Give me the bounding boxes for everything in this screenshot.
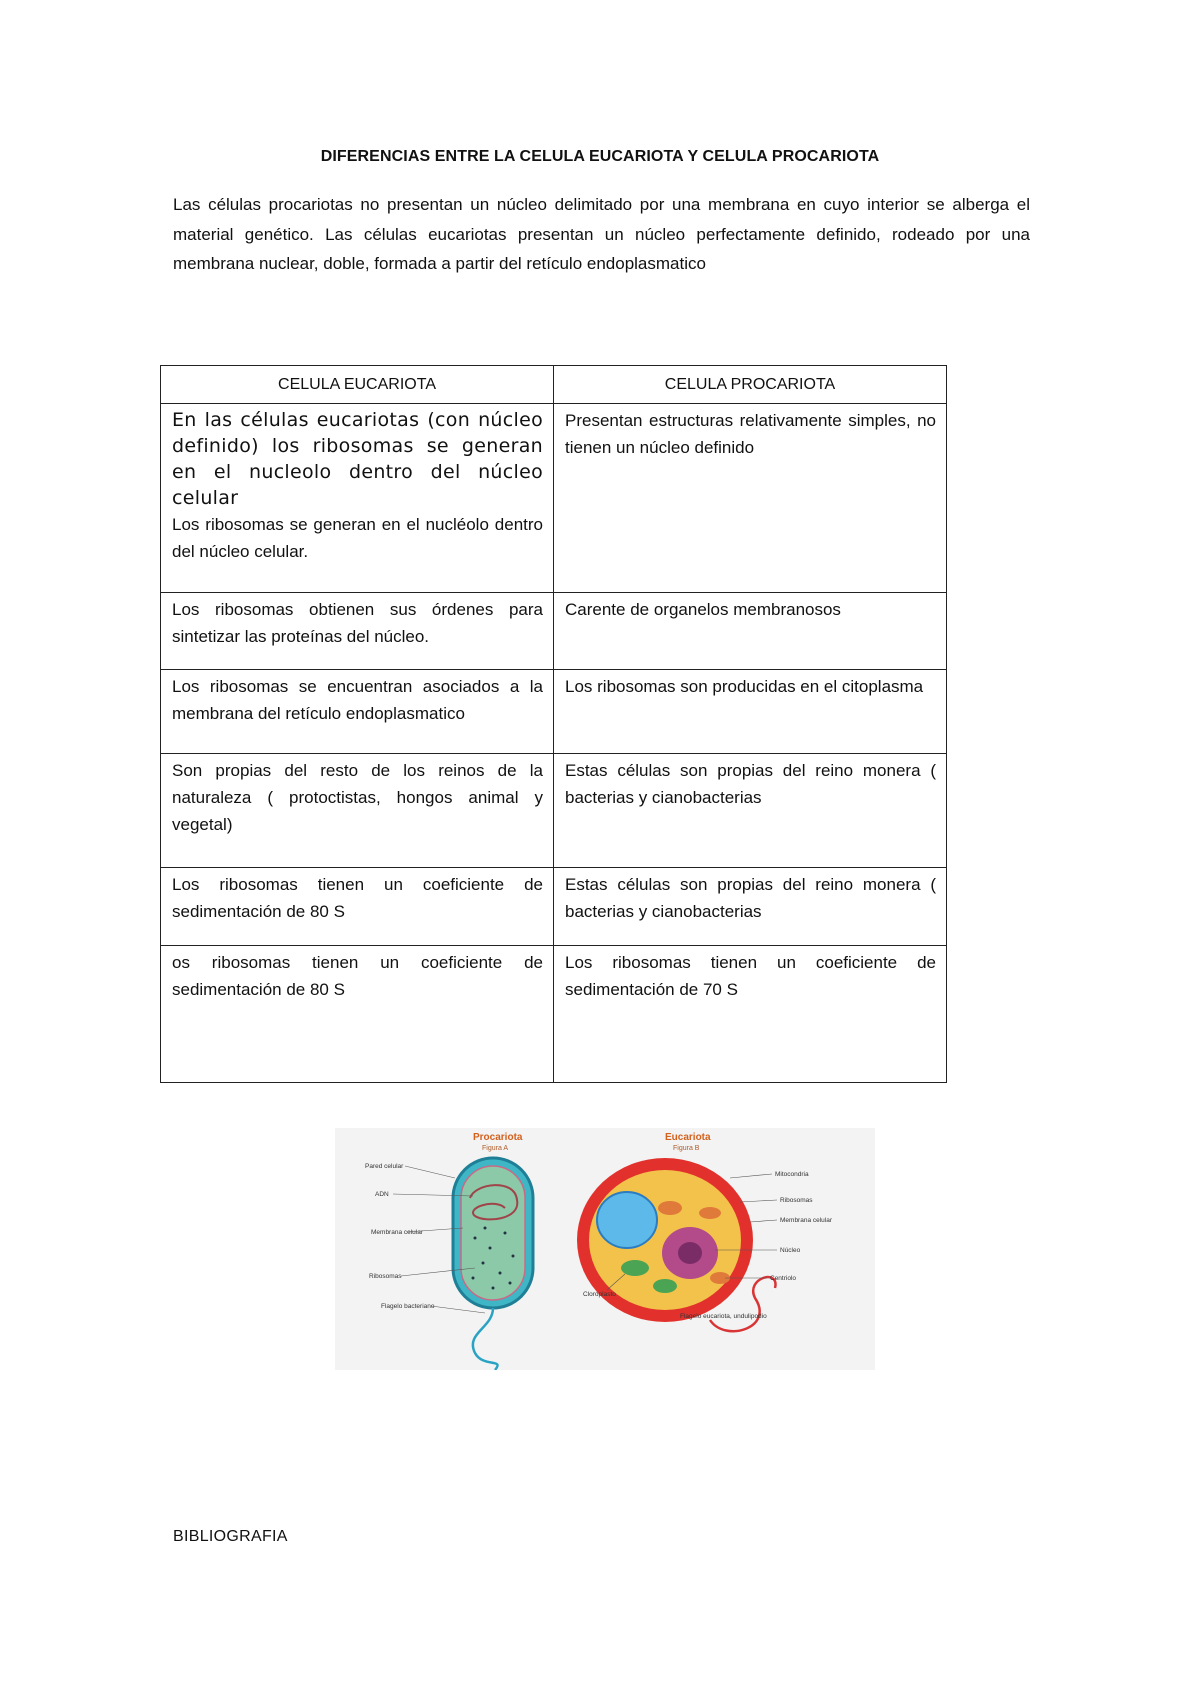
label-cloroplasto: Cloroplasto bbox=[583, 1291, 616, 1298]
table-row bbox=[161, 754, 947, 868]
table-row bbox=[161, 593, 947, 670]
cell-procariota: Los ribosomas son producidas en el citoplasma bbox=[554, 670, 947, 754]
bacteria-drawing bbox=[453, 1158, 533, 1370]
cell-procariota: Estas células son propias del reino monera ( bacterias y cianobacterias bbox=[554, 868, 947, 946]
table-row bbox=[161, 868, 947, 946]
procariota-subtitle: Figura A bbox=[482, 1145, 509, 1152]
cell-text-large: En las células eucariotas (con núcleo definido) los ribosomas se generan en el nucleolo dentro del núcleo celular bbox=[172, 409, 543, 509]
eucariota-drawing bbox=[577, 1158, 775, 1331]
label-ribosomas-right: Ribosomas bbox=[780, 1197, 813, 1204]
label-membrana-celular: Membrana celular bbox=[371, 1229, 424, 1236]
comparison-table bbox=[160, 365, 947, 1083]
document-title: DIFERENCIAS ENTRE LA CELULA EUCARIOTA Y CELULA PROCARIOTA bbox=[320, 148, 880, 165]
cell-eucariota: os ribosomas tienen un coeficiente de sedimentación de 80 S bbox=[161, 946, 554, 1083]
eucariota-title: Eucariota bbox=[665, 1132, 711, 1143]
header-procariota: CELULA PROCARIOTA bbox=[554, 366, 947, 404]
cell-eucariota bbox=[161, 404, 554, 593]
bibliography-heading: BIBLIOGRAFIA bbox=[173, 1528, 288, 1545]
cell-eucariota: Son propias del resto de los reinos de la naturaleza ( protoctistas, hongos animal y vegetal) bbox=[161, 754, 554, 868]
cell-procariota: Los ribosomas tienen un coeficiente de sedimentación de 70 S bbox=[554, 946, 947, 1083]
cell-eucariota: Los ribosomas se encuentran asociados a la membrana del retículo endoplasmatico bbox=[161, 670, 554, 754]
eucariota-subtitle: Figura B bbox=[673, 1145, 700, 1152]
table-row bbox=[161, 404, 947, 593]
intro-paragraph: Las células procariotas no presentan un núcleo delimitado por una membrana en cuyo interior se alberga el material genético. Las células eucariotas presentan un núcleo perfectamente definido, rodeado por una membrana nuclear, doble, formada a partir del retículo endoplasmatico bbox=[173, 195, 1030, 273]
table-header-row bbox=[161, 366, 947, 404]
table-row bbox=[161, 670, 947, 754]
label-centriolo: Centriolo bbox=[770, 1275, 797, 1282]
cell-procariota: Carente de organelos membranosos bbox=[554, 593, 947, 670]
label-pared-celular: Pared celular bbox=[365, 1163, 404, 1170]
label-adn: ADN bbox=[375, 1191, 389, 1198]
cell-eucariota: Los ribosomas obtienen sus órdenes para sintetizar las proteínas del núcleo. bbox=[161, 593, 554, 670]
table-row bbox=[161, 946, 947, 1083]
label-ribosomas-left: Ribosomas bbox=[369, 1273, 402, 1280]
procariota-title: Procariota bbox=[473, 1132, 523, 1143]
cell-diagram-figure bbox=[335, 1128, 875, 1370]
cell-procariota: Estas células son propias del reino monera ( bacterias y cianobacterias bbox=[554, 754, 947, 868]
label-mitocondria: Mitocondria bbox=[775, 1171, 809, 1178]
label-flagelo-eucariota: Flagelo eucariota, undulipodio bbox=[680, 1313, 767, 1320]
label-membrana-celular-right: Membrana celular bbox=[780, 1217, 833, 1224]
cell-diagram bbox=[335, 1128, 875, 1370]
cell-text: Los ribosomas se generan en el nucléolo dentro del núcleo celular. bbox=[172, 515, 543, 561]
header-eucariota: CELULA EUCARIOTA bbox=[161, 366, 554, 404]
label-nucleo: Núcleo bbox=[780, 1247, 801, 1254]
label-flagelo-bacteriano: Flagelo bacteriano bbox=[381, 1303, 435, 1310]
cell-procariota: Presentan estructuras relativamente simples, no tienen un núcleo definido bbox=[554, 404, 947, 593]
cell-eucariota: Los ribosomas tienen un coeficiente de sedimentación de 80 S bbox=[161, 868, 554, 946]
